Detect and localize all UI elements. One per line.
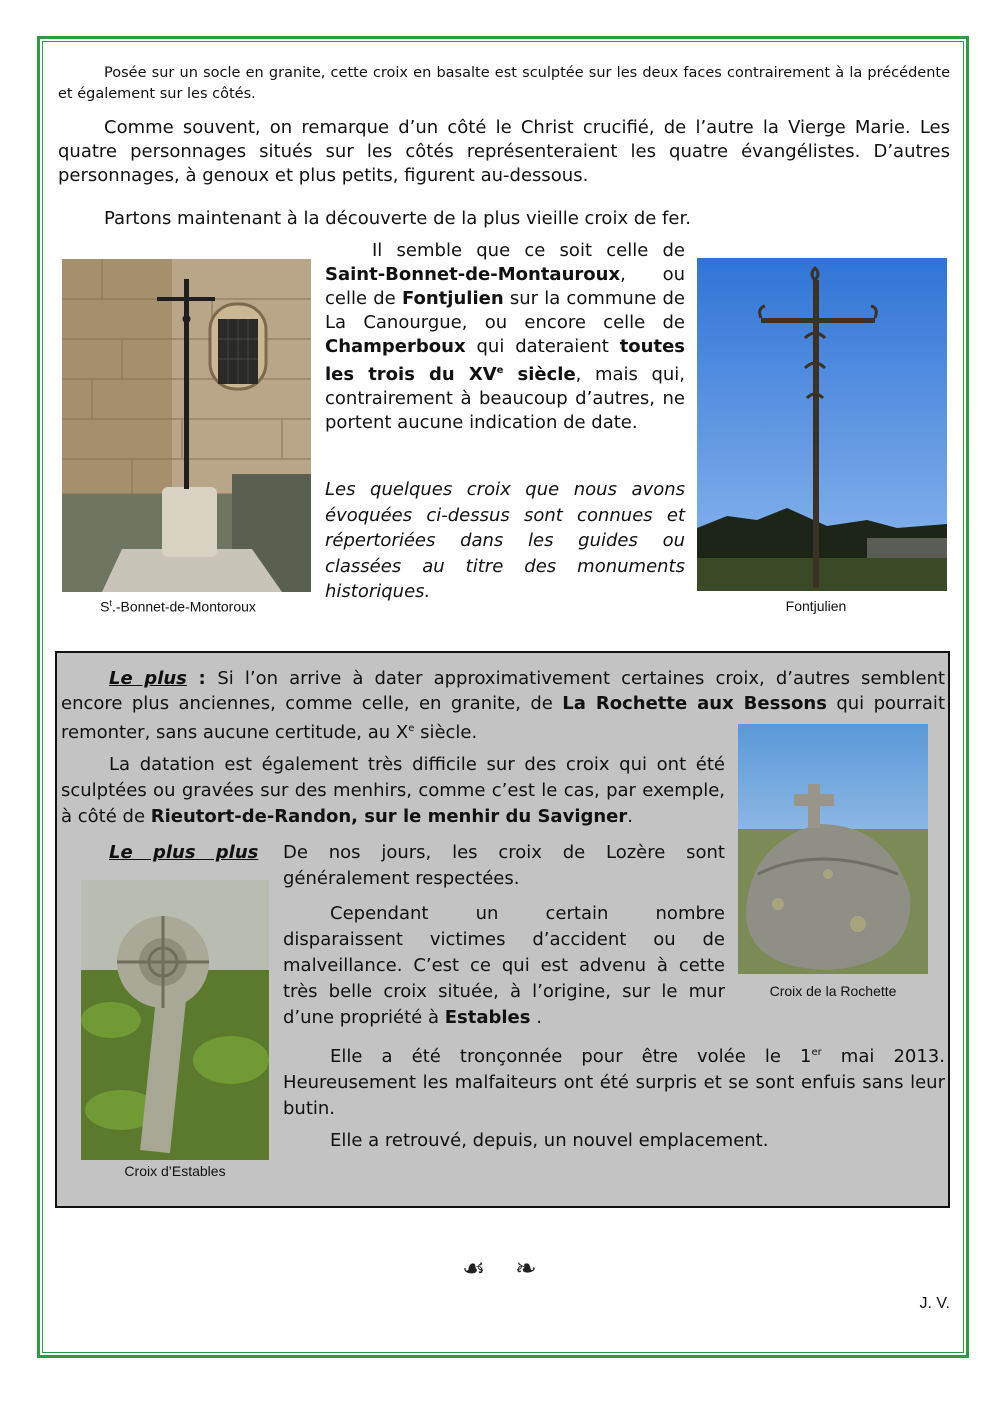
intro-paragraph-1: Posée sur un socle en granite, cette croix en basalte est sculptée sur les deux faces contrairement à la précédente et également sur les côtés. bbox=[58, 65, 950, 102]
ornament-right-icon: ❧ bbox=[515, 1254, 537, 1284]
signature: J. V. bbox=[919, 1295, 950, 1312]
box-paragraph-1: Le plus : Si l’on arrive à dater approximativement certaines croix, d’autres semblent encore plus anciennes, comme celle, en granite, de La Rochette aux Bessons qui pourrait remonter, sans aucune certitude, au Xe siècle. bbox=[61, 668, 945, 743]
caption-fontjulien: Fontjulien bbox=[785, 598, 847, 614]
middle-italic-paragraph: Les quelques croix que nous avons évoquées ci-dessus sont connues et répertoriées dans les guides ou classées au titre des monuments historiques. bbox=[325, 479, 685, 602]
caption-st-bonnet: $S^t.-Bonnet-de$-Montoroux bbox=[100, 598, 256, 615]
photo-st-bonnet-cross bbox=[62, 259, 311, 592]
box-paragraph-5: Elle a été tronçonnée pour être volée le 1er mai 2013. Heureusement les malfaiteurs ont été surpris et se sont enfuis sans leur butin. bbox=[283, 1046, 945, 1119]
middle-paragraph: Il semble que ce soit celle de Saint-Bonnet-de-Montauroux, ou celle de Fontjulien sur la commune de La Canourgue, ou encore celle de Champerboux qui dateraient toutes les trois du XVe siècle, mais qui, contrairement à beaucoup d’autres, ne portent aucune indication de date. bbox=[325, 240, 685, 433]
le-plus-plus-label: Le plus plus bbox=[109, 842, 259, 863]
intro-paragraph-3: Partons maintenant à la découverte de la plus vieille croix de fer. bbox=[104, 208, 691, 229]
intro-paragraph-2: Comme souvent, on remarque d’un côté le Christ crucifié, de l’autre la Vierge Marie. Les quatre personnages situés sur les côtés représenteraient les quatre évangélistes. D’autres personnages, à genoux et plus petits, figurent au-dessous. bbox=[58, 117, 950, 186]
photo-estables-cross bbox=[81, 880, 269, 1160]
caption-estables: Croix d’Estables bbox=[124, 1163, 226, 1179]
photo-rochette-cross bbox=[738, 724, 928, 974]
box-paragraph-4: Cependant un certain nombre disparaissent victimes d’accident ou de malveillance. C’est ce qui est advenu à cette très belle croix située, à l’origine, sur le mur d’une propriété à Estables . bbox=[283, 903, 725, 1028]
box-paragraph-2: La datation est également très difficile sur des croix qui ont été sculptées ou gravées sur des menhirs, comme c’est le cas, par exemple, à côté de Rieutort-de-Randon, sur le menhir du Savigner. bbox=[61, 754, 725, 827]
ornament-left-icon: ☙ bbox=[462, 1254, 486, 1284]
photo-fontjulien-cross bbox=[697, 258, 947, 591]
caption-rochette: Croix de la Rochette bbox=[769, 983, 897, 999]
box-paragraph-3: Le plus plus De nos jours, les croix de Lozère sont généralement respectées. bbox=[109, 842, 725, 889]
box-paragraph-6: Elle a retrouvé, depuis, un nouvel emplacement. bbox=[330, 1130, 769, 1151]
